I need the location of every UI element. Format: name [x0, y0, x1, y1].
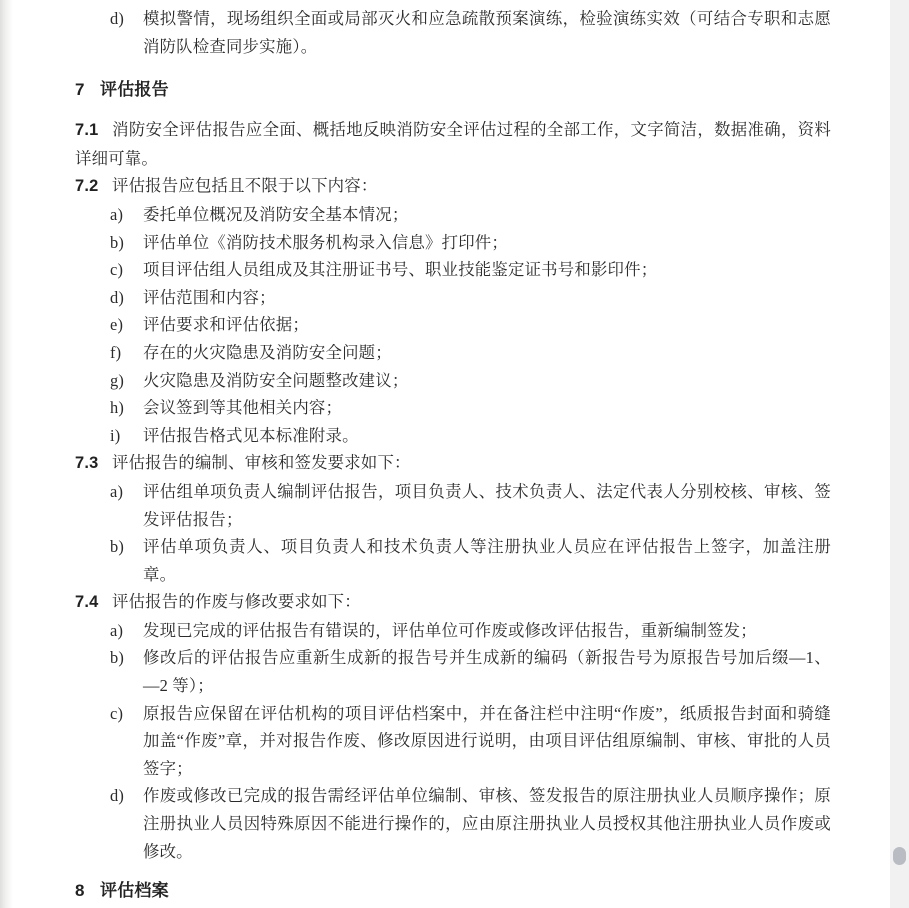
- list-item-label: b): [110, 648, 125, 668]
- list-item-7-2-b: [110, 229, 831, 257]
- list-item-text: 存在的火灾隐患及消防安全问题；: [143, 342, 392, 362]
- list-item-text: 火灾隐患及消防安全问题整改建议；: [143, 370, 409, 390]
- list-item-7-3-a: [110, 478, 831, 533]
- list-item-text: 作废或修改已完成的报告需经评估单位编制、审核、签发报告的原注册执业人员顺序操作；原注册执业人员因特殊原因不能进行操作的，应由原注册执业人员授权其他注册执业人员作废或修改。: [143, 786, 831, 861]
- clause-7-3-number: 7.3: [75, 454, 99, 473]
- list-item-text: 模拟警情，现场组织全面或局部灭火和应急疏散预案演练，检验演练实效（可结合专职和志愿消防队检查同步实施）。: [143, 9, 831, 56]
- list-item-7-4-c: [110, 700, 831, 783]
- section-7-number: 7: [75, 80, 85, 100]
- list-item-7-2-c: [110, 256, 831, 284]
- list-item-7-2-a: [110, 201, 831, 229]
- list-item-label: d): [110, 9, 125, 28]
- clause-7-2-lead: 评估报告应包括且不限于以下内容：: [112, 176, 378, 196]
- page-content: [75, 0, 831, 905]
- clause-7-3-lead: 评估报告的编制、审核和签发要求如下：: [112, 453, 411, 473]
- list-item-7-2-f: [110, 339, 831, 367]
- list-item-text: 评估单位《消防技术服务机构录入信息》打印件；: [143, 232, 508, 252]
- clause-7-3: [75, 449, 831, 478]
- section-7-title: 评估报告: [100, 80, 169, 100]
- list-item-label: a): [110, 620, 124, 640]
- list-item-7-4-b: [110, 644, 831, 699]
- clause-7-2: [75, 172, 831, 201]
- list-item-label: d): [110, 786, 125, 806]
- list-item-7-2-e: [110, 311, 831, 339]
- clause-7-4-number: 7.4: [75, 593, 99, 612]
- list-item-text: 评估要求和评估依据；: [143, 315, 309, 335]
- list-item-label: f): [110, 342, 122, 362]
- list-item-7-4-a: [110, 617, 831, 645]
- list-item-label: b): [110, 537, 125, 557]
- list-item-7-2-i: [110, 422, 831, 450]
- list-item-text: 项目评估组人员组成及其注册证书号、职业技能鉴定证书号和影印件；: [143, 260, 658, 280]
- list-item-text: 评估报告格式见本标准附录。: [143, 425, 359, 445]
- section-8-number: 8: [75, 881, 85, 901]
- list-item-label: c): [110, 703, 124, 723]
- list-item-text: 修改后的评估报告应重新生成新的报告号并生成新的编码（新报告号为原报告号加后缀—1、—2 等）；: [143, 648, 831, 696]
- list-item-text: 委托单位概况及消防安全基本情况；: [143, 204, 409, 224]
- clause-7-1: [75, 116, 831, 172]
- list-item-7-4-d: [110, 782, 831, 865]
- list-item-label: d): [110, 287, 125, 307]
- list-item-text: 评估范围和内容；: [143, 287, 276, 307]
- list-item-text: 评估单项负责人、项目负责人和技术负责人等注册执业人员应在评估报告上签字，加盖注册章。: [143, 537, 831, 584]
- list-item-label: i): [110, 425, 121, 445]
- list-item-text: 评估组单项负责人编制评估报告，项目负责人、技术负责人、法定代表人分别校核、审核、签发评估报告；: [143, 481, 831, 529]
- section-8-title: 评估档案: [100, 881, 169, 901]
- clause-7-4: [75, 588, 831, 617]
- list-item-label: b): [110, 232, 125, 252]
- scrollbar-track[interactable]: [890, 0, 909, 908]
- list-item-prior-d: [110, 5, 831, 60]
- section-8-heading: [75, 877, 831, 905]
- scrollbar-thumb[interactable]: [893, 847, 906, 865]
- list-item-label: e): [110, 315, 124, 335]
- list-item-text: 会议签到等其他相关内容；: [143, 398, 343, 418]
- clause-7-2-number: 7.2: [75, 177, 99, 196]
- clause-7-4-lead: 评估报告的作废与修改要求如下：: [112, 592, 361, 612]
- list-item-7-2-g: [110, 367, 831, 395]
- clause-7-1-number: 7.1: [75, 121, 99, 140]
- section-7-heading: [75, 76, 831, 104]
- list-item-label: a): [110, 481, 124, 501]
- list-item-text: 发现已完成的评估报告有错误的，评估单位可作废或修改评估报告，重新编制签发；: [143, 620, 757, 640]
- list-item-label: g): [110, 370, 125, 390]
- list-item-7-3-b: [110, 533, 831, 588]
- list-item-text: 原报告应保留在评估机构的项目评估档案中，并在备注栏中注明“作废”，纸质报告封面和骑缝加盖“作废”章，并对报告作废、修改原因进行说明，由项目评估组原编制、审核、审批的人员签字；: [143, 703, 831, 778]
- list-item-label: h): [110, 398, 125, 418]
- list-item-label: c): [110, 260, 124, 280]
- list-item-7-2-d: [110, 284, 831, 312]
- clause-7-1-text: 消防安全评估报告应全面、概括地反映消防安全评估过程的全部工作，文字简洁，数据准确，资料详细可靠。: [75, 120, 831, 168]
- page-edge-shadow: [0, 0, 13, 908]
- list-item-7-2-h: [110, 394, 831, 422]
- list-item-label: a): [110, 204, 124, 224]
